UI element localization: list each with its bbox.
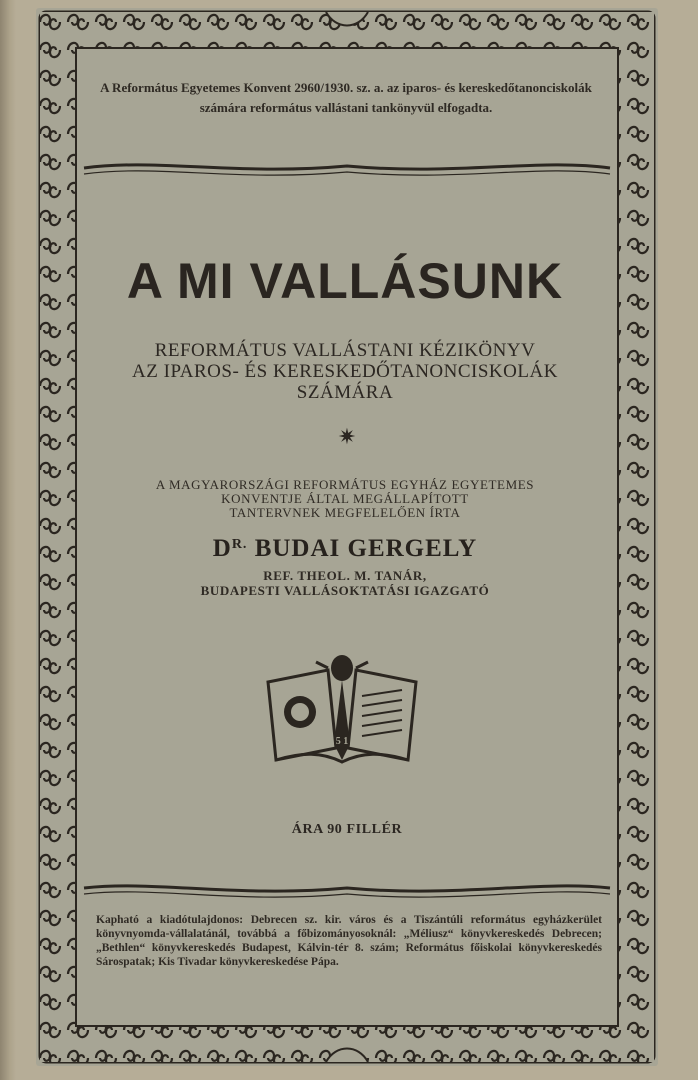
subtitle-line: REFORMÁTUS VALLÁSTANI KÉZIKÖNYV	[154, 340, 536, 361]
publisher-note: Kapható a kiadótulajdonos: Debrecen sz. kir. város és a Tiszántúli református egyházkerület könyvnyomda-vállalatánál, továbbá a főbizományosoknál: „Méliusz“ könyvkereskedés Debrecen; „Bethlen“ könyvkereskedés Budapest, Kálvin-tér 8. szám; Református főiskolai könyvkereskedés Sárospatak; Kis Tivadar könyvkereskedése Pápa.	[96, 914, 602, 968]
mandate-line: A MAGYARORSZÁGI REFORMÁTUS EGYHÁZ EGYETEMES	[155, 477, 535, 492]
curriculum-mandate	[90, 478, 600, 520]
author-fullname: BUDAI GERGELY	[254, 535, 478, 562]
mandate-line: KONVENTJE ÁLTAL MEGÁLLAPÍTOTT	[221, 491, 469, 506]
author-prefix: D	[212, 535, 232, 562]
separator-star-icon: ✷	[337, 424, 357, 449]
price-label: ÁRA 90 FILLÉR	[291, 822, 403, 837]
author-roles	[80, 568, 610, 598]
subtitle-line: AZ IPAROS- ÉS KERESKEDŐTANONCISKOLÁK	[132, 361, 558, 382]
author-role-line: BUDAPESTI VALLÁSOKTATÁSI IGAZGATÓ	[200, 583, 490, 598]
book-title: A MI VALLÁSUNK	[126, 253, 564, 309]
author-name	[80, 535, 610, 563]
mandate-line: TANTERVNEK MEGFELELŐEN ÍRTA	[229, 505, 461, 520]
subtitle-line: SZÁMÁRA	[296, 382, 394, 403]
cover-spine-edge	[0, 0, 16, 1080]
book-subtitle	[80, 340, 610, 403]
author-prefix-sup: R.	[231, 537, 248, 552]
open-book-with-pelican-emblem-icon	[262, 648, 422, 770]
approval-note: A Református Egyetemes Konvent 2960/1930. sz. a. az iparos- és kereskedőtanonciskolák számára református vallástani tankönyvül elfogadta.	[100, 80, 592, 115]
author-role-line: REF. THEOL. M. TANÁR,	[263, 568, 427, 583]
emblem-year: 1 5 1 7	[328, 736, 356, 747]
